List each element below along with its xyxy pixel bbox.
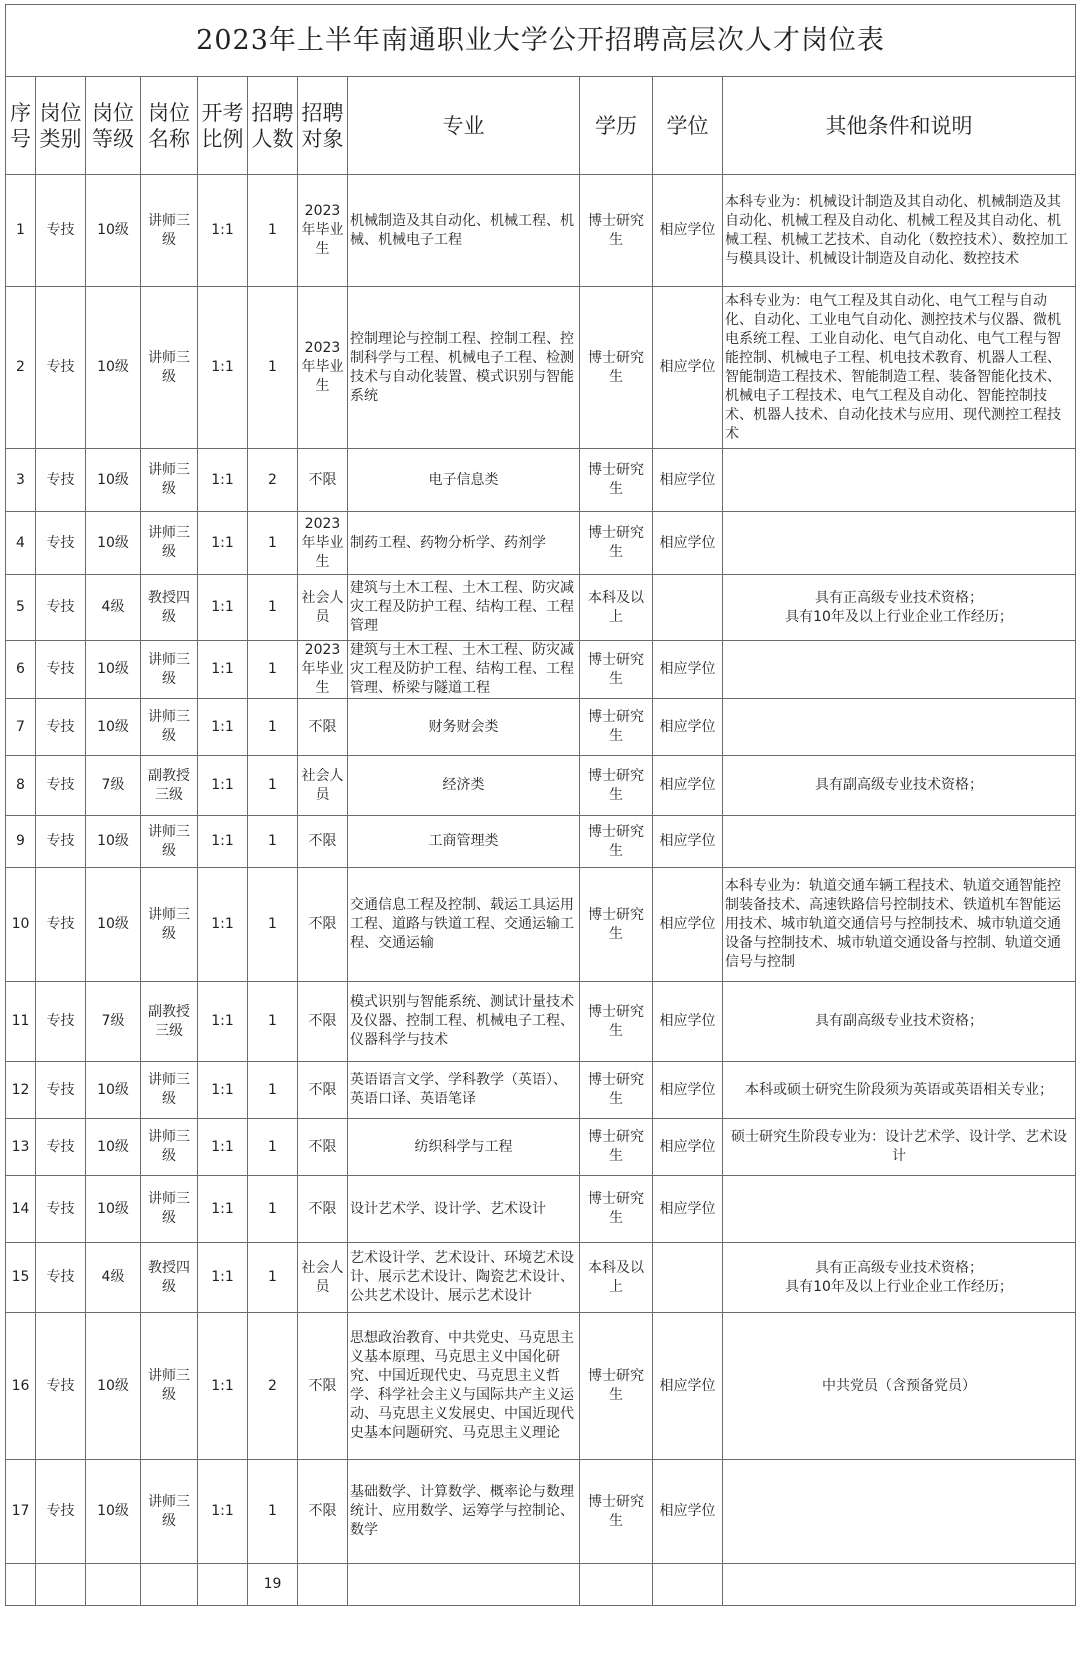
cell-notes: 硕士研究生阶段专业为：设计艺术学、设计学、艺术设计 [723,1119,1076,1176]
cell-degree [653,575,723,641]
cell-seq: 16 [6,1313,36,1460]
cell-degree: 相应学位 [653,641,723,699]
table-row [6,816,1076,868]
cell-ratio: 1:1 [198,1176,248,1243]
cell-name: 讲师三级 [141,449,198,512]
cell-degree: 相应学位 [653,699,723,756]
cell-major: 电子信息类 [348,449,580,512]
cell-count: 1 [248,512,298,575]
header-notes: 其他条件和说明 [723,77,1076,175]
cell-ratio: 1:1 [198,1119,248,1176]
cell-seq: 7 [6,699,36,756]
cell-count: 1 [248,816,298,868]
cell-education: 博士研究生 [580,982,653,1062]
cell-count: 2 [248,1313,298,1460]
cell-category: 专技 [36,575,86,641]
cell-notes [723,816,1076,868]
cell-name: 讲师三级 [141,1460,198,1564]
cell-education: 博士研究生 [580,175,653,287]
cell-notes: 中共党员（含预备党员） [723,1313,1076,1460]
cell-major: 建筑与土木工程、土木工程、防灾减灾工程及防护工程、结构工程、工程管理 [348,575,580,641]
cell-level: 10级 [86,449,141,512]
cell-seq: 14 [6,1176,36,1243]
cell-level: 10级 [86,1119,141,1176]
cell-seq: 11 [6,982,36,1062]
cell-education: 博士研究生 [580,1313,653,1460]
header-degree: 学位 [653,77,723,175]
cell-seq: 6 [6,641,36,699]
cell-name: 讲师三级 [141,287,198,449]
cell-category: 专技 [36,1243,86,1313]
cell-ratio: 1:1 [198,756,248,816]
cell-ratio: 1:1 [198,1062,248,1119]
cell-target: 不限 [298,449,348,512]
total-empty-cell [198,1564,248,1606]
cell-count: 1 [248,641,298,699]
cell-seq: 3 [6,449,36,512]
cell-target: 2023年毕业生 [298,175,348,287]
cell-ratio: 1:1 [198,449,248,512]
table-row [6,1460,1076,1564]
cell-level: 10级 [86,175,141,287]
cell-level: 4级 [86,1243,141,1313]
cell-category: 专技 [36,1176,86,1243]
cell-name: 讲师三级 [141,1313,198,1460]
cell-target: 2023年毕业生 [298,287,348,449]
cell-name: 副教授三级 [141,756,198,816]
total-empty-cell [723,1564,1076,1606]
cell-count: 1 [248,756,298,816]
cell-target: 不限 [298,1460,348,1564]
cell-category: 专技 [36,449,86,512]
cell-education: 博士研究生 [580,1460,653,1564]
cell-name: 教授四级 [141,575,198,641]
cell-ratio: 1:1 [198,868,248,982]
cell-category: 专技 [36,1119,86,1176]
cell-target: 不限 [298,699,348,756]
cell-name: 讲师三级 [141,512,198,575]
cell-notes: 具有正高级专业技术资格； 具有10年及以上行业企业工作经历； [723,1243,1076,1313]
table-row [6,1176,1076,1243]
table-row [6,868,1076,982]
cell-degree: 相应学位 [653,1313,723,1460]
cell-target: 不限 [298,868,348,982]
cell-seq: 4 [6,512,36,575]
cell-education: 博士研究生 [580,641,653,699]
cell-ratio: 1:1 [198,1243,248,1313]
cell-seq: 9 [6,816,36,868]
cell-major: 英语语言文学、学科教学（英语）、英语口译、英语笔译 [348,1062,580,1119]
table-row [6,982,1076,1062]
cell-target: 2023年毕业生 [298,641,348,699]
cell-category: 专技 [36,1313,86,1460]
cell-major: 艺术设计学、艺术设计、环境艺术设计、展示艺术设计、陶瓷艺术设计、公共艺术设计、展示艺术设计 [348,1243,580,1313]
table-row [6,575,1076,641]
cell-ratio: 1:1 [198,982,248,1062]
cell-seq: 1 [6,175,36,287]
table-row [6,449,1076,512]
cell-notes [723,449,1076,512]
total-empty-cell [36,1564,86,1606]
header-category: 岗位类别 [36,77,86,175]
cell-level: 7级 [86,756,141,816]
cell-target: 不限 [298,982,348,1062]
cell-count: 2 [248,449,298,512]
cell-degree: 相应学位 [653,1460,723,1564]
cell-ratio: 1:1 [198,1313,248,1460]
cell-level: 10级 [86,816,141,868]
cell-category: 专技 [36,868,86,982]
cell-target: 社会人员 [298,756,348,816]
table-row [6,1243,1076,1313]
header-major: 专业 [348,77,580,175]
total-empty-cell [298,1564,348,1606]
cell-target: 社会人员 [298,575,348,641]
cell-major: 制药工程、药物分析学、药剂学 [348,512,580,575]
cell-ratio: 1:1 [198,1460,248,1564]
table-row [6,699,1076,756]
cell-name: 讲师三级 [141,868,198,982]
cell-name: 讲师三级 [141,1176,198,1243]
cell-category: 专技 [36,1062,86,1119]
table-row [6,512,1076,575]
cell-degree: 相应学位 [653,449,723,512]
cell-notes: 本科或硕士研究生阶段须为英语或英语相关专业； [723,1062,1076,1119]
cell-major: 思想政治教育、中共党史、马克思主义基本原理、马克思主义中国化研究、中国近现代史、马克思主义哲学、科学社会主义与国际共产主义运动、马克思主义发展史、中国近现代史基本问题研究、马克思主义理论 [348,1313,580,1460]
cell-notes [723,699,1076,756]
cell-education: 博士研究生 [580,512,653,575]
cell-degree [653,1243,723,1313]
cell-count: 1 [248,1119,298,1176]
cell-education: 博士研究生 [580,1062,653,1119]
position-table [5,4,1076,1606]
cell-category: 专技 [36,175,86,287]
total-empty-cell [580,1564,653,1606]
cell-target: 不限 [298,816,348,868]
cell-major: 经济类 [348,756,580,816]
total-row [6,1564,1076,1606]
cell-level: 10级 [86,1313,141,1460]
cell-notes: 具有副高级专业技术资格； [723,756,1076,816]
cell-category: 专技 [36,982,86,1062]
cell-notes: 具有正高级专业技术资格； 具有10年及以上行业企业工作经历； [723,575,1076,641]
cell-major: 交通信息工程及控制、载运工具运用工程、道路与铁道工程、交通运输工程、交通运输 [348,868,580,982]
cell-notes [723,1176,1076,1243]
total-empty-cell [6,1564,36,1606]
cell-target: 2023年毕业生 [298,512,348,575]
cell-name: 讲师三级 [141,816,198,868]
cell-target: 社会人员 [298,1243,348,1313]
cell-seq: 17 [6,1460,36,1564]
cell-education: 博士研究生 [580,816,653,868]
cell-level: 10级 [86,641,141,699]
cell-major: 建筑与土木工程、土木工程、防灾减灾工程及防护工程、结构工程、工程管理、桥梁与隧道工程 [348,641,580,699]
cell-ratio: 1:1 [198,512,248,575]
cell-seq: 12 [6,1062,36,1119]
cell-category: 专技 [36,699,86,756]
cell-category: 专技 [36,816,86,868]
cell-notes [723,641,1076,699]
cell-name: 讲师三级 [141,1062,198,1119]
cell-seq: 15 [6,1243,36,1313]
cell-education: 博士研究生 [580,1176,653,1243]
total-empty-cell [653,1564,723,1606]
cell-notes [723,1460,1076,1564]
cell-degree: 相应学位 [653,175,723,287]
cell-education: 博士研究生 [580,287,653,449]
cell-level: 10级 [86,287,141,449]
cell-target: 不限 [298,1119,348,1176]
header-name: 岗位名称 [141,77,198,175]
header-ratio: 开考比例 [198,77,248,175]
cell-name: 副教授三级 [141,982,198,1062]
cell-level: 10级 [86,868,141,982]
total-empty-cell [141,1564,198,1606]
table-row [6,756,1076,816]
table-row [6,175,1076,287]
cell-notes: 具有副高级专业技术资格； [723,982,1076,1062]
header-seq: 序号 [6,77,36,175]
cell-level: 10级 [86,512,141,575]
cell-count: 1 [248,982,298,1062]
cell-degree: 相应学位 [653,287,723,449]
cell-name: 教授四级 [141,1243,198,1313]
cell-degree: 相应学位 [653,1119,723,1176]
cell-level: 10级 [86,1176,141,1243]
cell-major: 工商管理类 [348,816,580,868]
cell-count: 1 [248,868,298,982]
table-row [6,641,1076,699]
cell-level: 4级 [86,575,141,641]
cell-level: 10级 [86,1062,141,1119]
cell-level: 10级 [86,1460,141,1564]
cell-category: 专技 [36,1460,86,1564]
cell-education: 博士研究生 [580,699,653,756]
total-empty-cell [86,1564,141,1606]
cell-target: 不限 [298,1176,348,1243]
cell-notes: 本科专业为：电气工程及其自动化、电气工程与自动化、自动化、工业电气自动化、测控技术与仪器、微机电系统工程、工业自动化、电气自动化、电气工程与智能控制、机械电子工程、机电技术教育、机器人工程、智能制造工程技术、智能制造工程、装备智能化技术、机械电子工程技术、电气工程及自动化、智能控制技术、机器人技术、自动化技术与应用、现代测控工程技术 [723,287,1076,449]
cell-count: 1 [248,699,298,756]
cell-education: 博士研究生 [580,756,653,816]
cell-count: 1 [248,1176,298,1243]
header-education: 学历 [580,77,653,175]
cell-ratio: 1:1 [198,575,248,641]
cell-name: 讲师三级 [141,641,198,699]
header-count: 招聘人数 [248,77,298,175]
cell-count: 1 [248,1243,298,1313]
cell-seq: 10 [6,868,36,982]
title-row [6,5,1076,77]
cell-notes [723,512,1076,575]
cell-major: 控制理论与控制工程、控制工程、控制科学与工程、机械电子工程、检测技术与自动化装置、模式识别与智能系统 [348,287,580,449]
cell-name: 讲师三级 [141,175,198,287]
cell-education: 博士研究生 [580,1119,653,1176]
cell-category: 专技 [36,756,86,816]
cell-count: 1 [248,287,298,449]
total-empty-cell [348,1564,580,1606]
cell-category: 专技 [36,641,86,699]
cell-seq: 5 [6,575,36,641]
cell-major: 财务财会类 [348,699,580,756]
cell-major: 纺织科学与工程 [348,1119,580,1176]
cell-degree: 相应学位 [653,868,723,982]
cell-target: 不限 [298,1062,348,1119]
header-row [6,77,1076,175]
cell-major: 设计艺术学、设计学、艺术设计 [348,1176,580,1243]
cell-category: 专技 [36,287,86,449]
header-target: 招聘对象 [298,77,348,175]
cell-level: 7级 [86,982,141,1062]
cell-notes: 本科专业为：轨道交通车辆工程技术、轨道交通智能控制装备技术、高速铁路信号控制技术、铁道机车智能运用技术、城市轨道交通信号与控制技术、城市轨道交通设备与控制技术、城市轨道交通设备与控制、轨道交通信号与控制 [723,868,1076,982]
cell-category: 专技 [36,512,86,575]
cell-name: 讲师三级 [141,1119,198,1176]
cell-count: 1 [248,1062,298,1119]
cell-major: 机械制造及其自动化、机械工程、机械、机械电子工程 [348,175,580,287]
cell-seq: 2 [6,287,36,449]
cell-education: 本科及以上 [580,1243,653,1313]
cell-degree: 相应学位 [653,816,723,868]
cell-degree: 相应学位 [653,1176,723,1243]
cell-ratio: 1:1 [198,641,248,699]
table-row [6,1119,1076,1176]
cell-education: 博士研究生 [580,449,653,512]
cell-degree: 相应学位 [653,512,723,575]
cell-degree: 相应学位 [653,756,723,816]
cell-seq: 13 [6,1119,36,1176]
cell-level: 10级 [86,699,141,756]
cell-ratio: 1:1 [198,699,248,756]
cell-seq: 8 [6,756,36,816]
cell-ratio: 1:1 [198,287,248,449]
cell-education: 本科及以上 [580,575,653,641]
cell-education: 博士研究生 [580,868,653,982]
header-level: 岗位等级 [86,77,141,175]
page-title: 2023年上半年南通职业大学公开招聘高层次人才岗位表 [6,5,1076,77]
cell-name: 讲师三级 [141,699,198,756]
table-row [6,1313,1076,1460]
table-row [6,1062,1076,1119]
cell-notes: 本科专业为：机械设计制造及其自动化、机械制造及其自动化、机械工程及自动化、机械工程及其自动化、机械工程、机械工艺技术、自动化（数控技术）、数控加工与模具设计、机械设计制造及自动化、数控技术 [723,175,1076,287]
cell-major: 基础数学、计算数学、概率论与数理统计、应用数学、运筹学与控制论、数学 [348,1460,580,1564]
cell-count: 1 [248,175,298,287]
cell-ratio: 1:1 [198,816,248,868]
cell-ratio: 1:1 [198,175,248,287]
cell-degree: 相应学位 [653,1062,723,1119]
cell-count: 1 [248,575,298,641]
cell-degree: 相应学位 [653,982,723,1062]
cell-count: 1 [248,1460,298,1564]
table-row [6,287,1076,449]
total-count: 19 [248,1564,298,1606]
cell-major: 模式识别与智能系统、测试计量技术及仪器、控制工程、机械电子工程、仪器科学与技术 [348,982,580,1062]
cell-target: 不限 [298,1313,348,1460]
